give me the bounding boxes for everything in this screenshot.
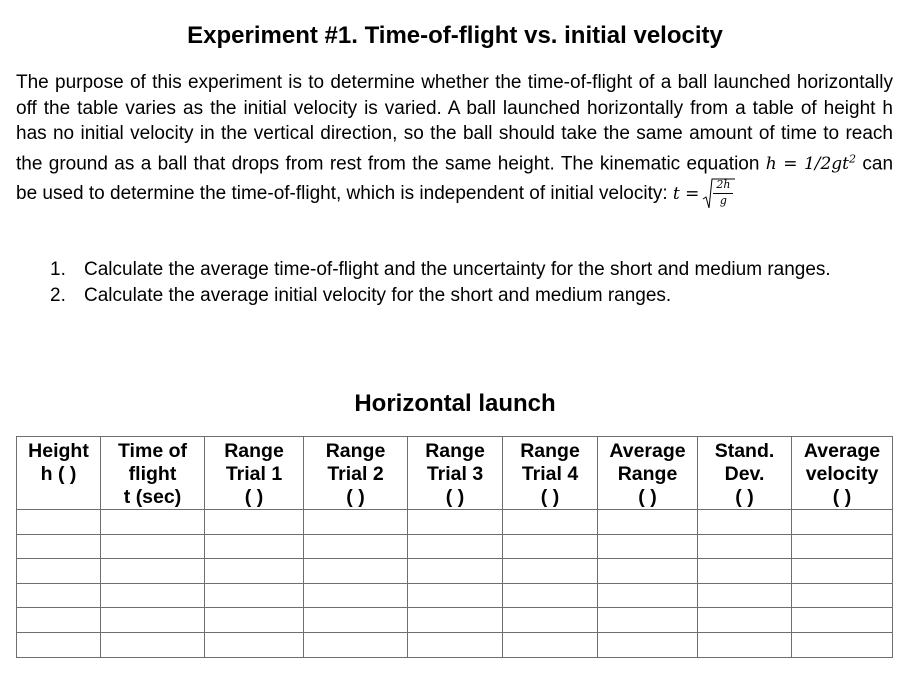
table-cell[interactable]: [698, 534, 792, 559]
table-cell[interactable]: [503, 510, 598, 535]
table-cell[interactable]: [598, 583, 698, 608]
table-cell[interactable]: [304, 608, 408, 633]
table-cell[interactable]: [598, 559, 698, 584]
header-range-trial-2: Range Trial 2 ( ): [304, 437, 408, 510]
table-row: [17, 608, 893, 633]
table-cell[interactable]: [101, 632, 205, 657]
table-row: [17, 534, 893, 559]
table-cell[interactable]: [101, 510, 205, 535]
table-title: Horizontal launch: [354, 390, 556, 417]
table-cell[interactable]: [101, 583, 205, 608]
table-cell[interactable]: [792, 583, 893, 608]
table-cell[interactable]: [304, 583, 408, 608]
sqrt-numerator: 2h: [713, 178, 733, 194]
table-cell[interactable]: [17, 632, 101, 657]
header-average-range: Average Range ( ): [598, 437, 698, 510]
header-standard-deviation: Stand. Dev. ( ): [698, 437, 792, 510]
table-cell[interactable]: [17, 559, 101, 584]
table-cell[interactable]: [698, 510, 792, 535]
table-cell[interactable]: [503, 632, 598, 657]
instruction-number: 2.: [50, 284, 66, 306]
table-cell[interactable]: [17, 534, 101, 559]
horizontal-launch-table: [16, 436, 893, 658]
table-cell[interactable]: [792, 510, 893, 535]
instruction-item: [50, 257, 850, 283]
table-cell[interactable]: [304, 632, 408, 657]
table-cell[interactable]: [408, 583, 503, 608]
table-cell[interactable]: [205, 608, 304, 633]
table-cell[interactable]: [101, 559, 205, 584]
table-cell[interactable]: [698, 608, 792, 633]
instruction-text: Calculate the average initial velocity for the short and medium ranges.: [84, 284, 672, 306]
sqrt-fraction: [702, 178, 736, 210]
table-cell[interactable]: [408, 632, 503, 657]
table-cell[interactable]: [503, 608, 598, 633]
table-cell[interactable]: [408, 534, 503, 559]
table-cell[interactable]: [304, 534, 408, 559]
table-cell[interactable]: [408, 559, 503, 584]
intro-text-continued: can be used to determine the time-of-flight, which is independent of initial velocity:: [16, 153, 894, 205]
table-body: [17, 510, 893, 658]
table-cell[interactable]: [304, 510, 408, 535]
page-title: Experiment #1. Time-of-flight vs. initial velocity: [187, 22, 723, 49]
instruction-list: [50, 257, 850, 308]
table-cell[interactable]: [698, 632, 792, 657]
intro-text: The purpose of this experiment is to determine whether the time-of-flight of a ball launched horizontally off the table varies as the initial velocity is varied. A ball launched horizontally from a table of height h has no initial velocity in the vertical direction, so the ball should take the same amount of time to reach the ground as a ball that drops from rest from the same height. The kinematic equation: [16, 72, 893, 175]
table-cell[interactable]: [101, 608, 205, 633]
table-row: [17, 559, 893, 584]
table-cell[interactable]: [503, 559, 598, 584]
table-cell[interactable]: [792, 632, 893, 657]
table-cell[interactable]: [792, 559, 893, 584]
table-cell[interactable]: [205, 632, 304, 657]
table-header-row: [17, 437, 893, 510]
table-cell[interactable]: [792, 608, 893, 633]
table-cell[interactable]: [598, 632, 698, 657]
table-cell[interactable]: [304, 559, 408, 584]
table-cell[interactable]: [698, 583, 792, 608]
table-cell[interactable]: [503, 534, 598, 559]
table-row: [17, 583, 893, 608]
kinematic-equation: $h = 1/2gt^2$: [765, 152, 857, 175]
table-cell[interactable]: [17, 510, 101, 535]
table-cell[interactable]: [503, 583, 598, 608]
instruction-text: Calculate the average time-of-flight and the uncertainty for the short and medium ranges.: [84, 259, 831, 280]
table-cell[interactable]: [205, 583, 304, 608]
table-cell[interactable]: [598, 510, 698, 535]
instruction-number: 1.: [50, 259, 66, 280]
table-cell[interactable]: [408, 608, 503, 633]
header-range-trial-4: Range Trial 4 ( ): [503, 437, 598, 510]
sqrt-denominator: g: [719, 194, 727, 208]
header-range-trial-1: Range Trial 1 ( ): [205, 437, 304, 510]
table-cell[interactable]: [408, 510, 503, 535]
table-cell[interactable]: [792, 534, 893, 559]
table-cell[interactable]: [598, 608, 698, 633]
table-row: [17, 510, 893, 535]
intro-paragraph: [16, 70, 893, 210]
table-cell[interactable]: [598, 534, 698, 559]
table-row: [17, 632, 893, 657]
table-cell[interactable]: [205, 510, 304, 535]
header-range-trial-3: Range Trial 3 ( ): [408, 437, 503, 510]
table-cell[interactable]: [17, 583, 101, 608]
instruction-item: [50, 283, 850, 309]
table-cell[interactable]: [698, 559, 792, 584]
header-average-velocity: Average velocity ( ): [792, 437, 893, 510]
table-cell[interactable]: [205, 534, 304, 559]
table-cell[interactable]: [205, 559, 304, 584]
table-cell[interactable]: [17, 608, 101, 633]
header-time-of-flight: Time of flight t (sec): [101, 437, 205, 510]
time-formula: t =: [672, 184, 700, 205]
table-cell[interactable]: [101, 534, 205, 559]
header-height: Height h ( ): [17, 437, 101, 510]
